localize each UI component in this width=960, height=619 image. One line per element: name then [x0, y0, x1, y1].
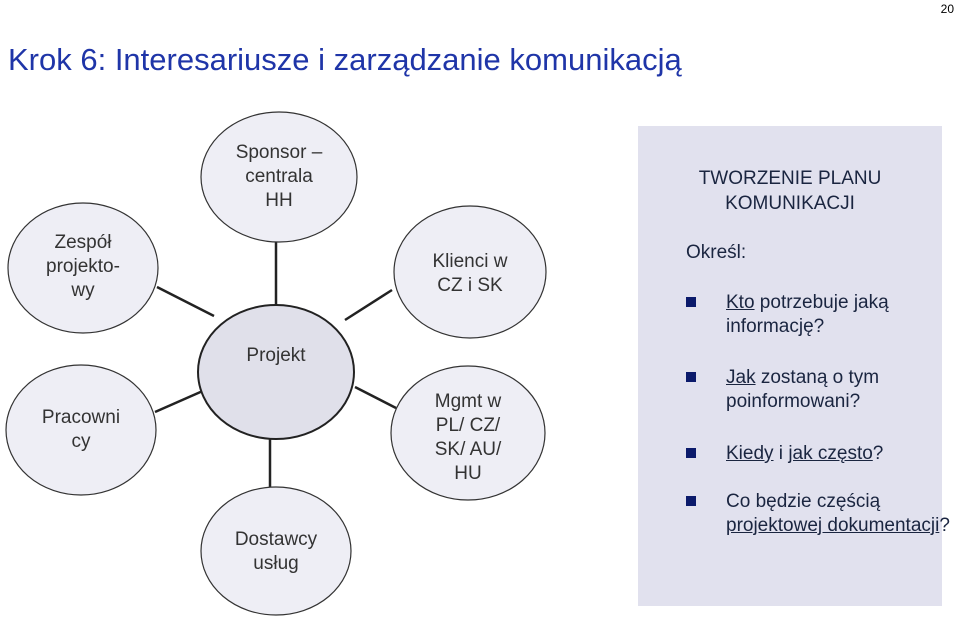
connector-clients	[345, 290, 392, 320]
label-employees: Pracowni cy	[41, 407, 121, 452]
panel-title: TWORZENIE PLANU KOMUNIKACJI	[698, 168, 882, 214]
square-bullet-icon	[686, 372, 696, 382]
connector-employees	[155, 390, 205, 412]
label-sponsor: Sponsor – centrala HH	[235, 142, 323, 211]
square-bullet-icon	[686, 496, 696, 506]
label-center: Projekt	[246, 345, 306, 366]
connector-mgmt	[355, 387, 396, 408]
connector-team	[157, 287, 214, 316]
page-title: Krok 6: Interesariusze i zarządzanie komunikacją	[8, 42, 682, 77]
bubble-center	[198, 305, 354, 439]
label-clients: Klienci w CZ i SK	[432, 251, 508, 296]
communication-plan-panel: TWORZENIE PLANU KOMUNIKACJI Określ: Kto potrzebuje jaką informację? Jak zostaną o tym poinformowani? Kiedy i jak często? Co będzie częścią projektowej dokumentacji?	[638, 126, 942, 606]
label-suppliers: Dostawcy usług	[234, 529, 318, 574]
square-bullet-icon	[686, 297, 696, 307]
label-team: Zespół projekto- wy	[46, 232, 120, 301]
square-bullet-icon	[686, 448, 696, 458]
page-number: 20	[940, 2, 954, 16]
panel-subtitle: Określ:	[686, 242, 747, 263]
label-mgmt: Mgmt w PL/ CZ/ SK/ AU/ HU	[434, 391, 502, 484]
